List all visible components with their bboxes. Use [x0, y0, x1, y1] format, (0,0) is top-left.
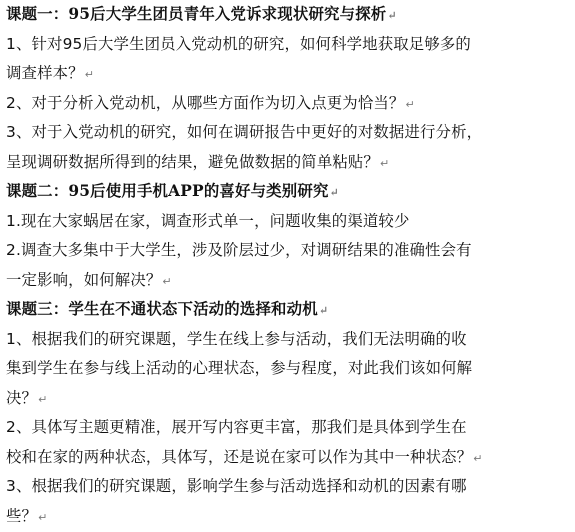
paragraph-mark-icon: ↵	[318, 304, 329, 317]
paragraph-mark-icon: ↵	[405, 97, 415, 111]
topic-1-question-1-line-2: 调查样本？↵	[6, 64, 95, 82]
paragraph-mark-icon: ↵	[38, 392, 48, 406]
paragraph-mark-icon: ↵	[473, 451, 483, 465]
topic-2-question-2-line-2: 一定影响，如何解决？↵	[6, 270, 172, 289]
topic-1-question-2: 2、对于分析入党动机，从哪些方面作为切入点更为恰当？↵	[6, 93, 415, 112]
paragraph-mark-icon: ↵	[84, 68, 95, 81]
topic-3-question-1-line-3: 决？↵	[6, 388, 48, 407]
paragraph-mark-icon: ↵	[329, 186, 339, 199]
topic-3-question-1-line-2: 集到学生在参与线上活动的心理状态，参与程度，对此我们该如何解	[6, 359, 473, 377]
topic-1-question-1-line-1: 1、针对95后大学生团员入党动机的研究，如何科学地获取足够多的	[6, 34, 471, 53]
paragraph-mark-icon: ↵	[38, 510, 48, 524]
topic-3-question-3-line-1: 3、根据我们的研究课题，影响学生参与活动选择和动机的因素有哪	[6, 477, 467, 495]
topic-1-question-3-line-2: 呈现调研数据所得到的结果，避免做数据的简单粘贴？↵	[6, 152, 390, 171]
topic-3-question-3-line-2: 些？↵	[6, 506, 48, 525]
topic-1-title: 课题一：95后大学生团员青年入党诉求现状研究与探析↵	[6, 5, 397, 23]
document-body	[6, 0, 568, 531]
topic-1-question-3-line-1: 3、对于入党动机的研究，如何在调研报告中更好的对数据进行分析，	[6, 123, 483, 141]
paragraph-mark-icon: ↵	[162, 274, 172, 288]
topic-3-question-2-line-2: 校和在家的两种状态，具体写，还是说在家可以作为其中一种状态？↵	[6, 447, 483, 466]
paragraph-mark-icon: ↵	[379, 156, 390, 170]
topic-3-question-2-line-1: 2、具体写主题更精准，展开写内容更丰富，那我们是具体到学生在	[6, 418, 467, 436]
topic-3-question-1-line-1: 1、根据我们的研究课题，学生在线上参与活动，我们无法明确的收	[6, 329, 467, 348]
topic-2-question-2-line-1: 2.调查大多集中于大学生，涉及阶层过少，对调研结果的准确性会有	[6, 241, 472, 259]
topic-2-title: 课题二：95后使用手机APP的喜好与类别研究↵	[6, 182, 339, 200]
topic-2-question-1: 1.现在大家蜗居在家，调查形式单一，问题收集的渠道较少	[6, 211, 410, 230]
topic-3-title: 课题三：学生在不通状态下活动的选择和动机↵	[6, 300, 329, 318]
paragraph-mark-icon: ↵	[387, 9, 397, 22]
